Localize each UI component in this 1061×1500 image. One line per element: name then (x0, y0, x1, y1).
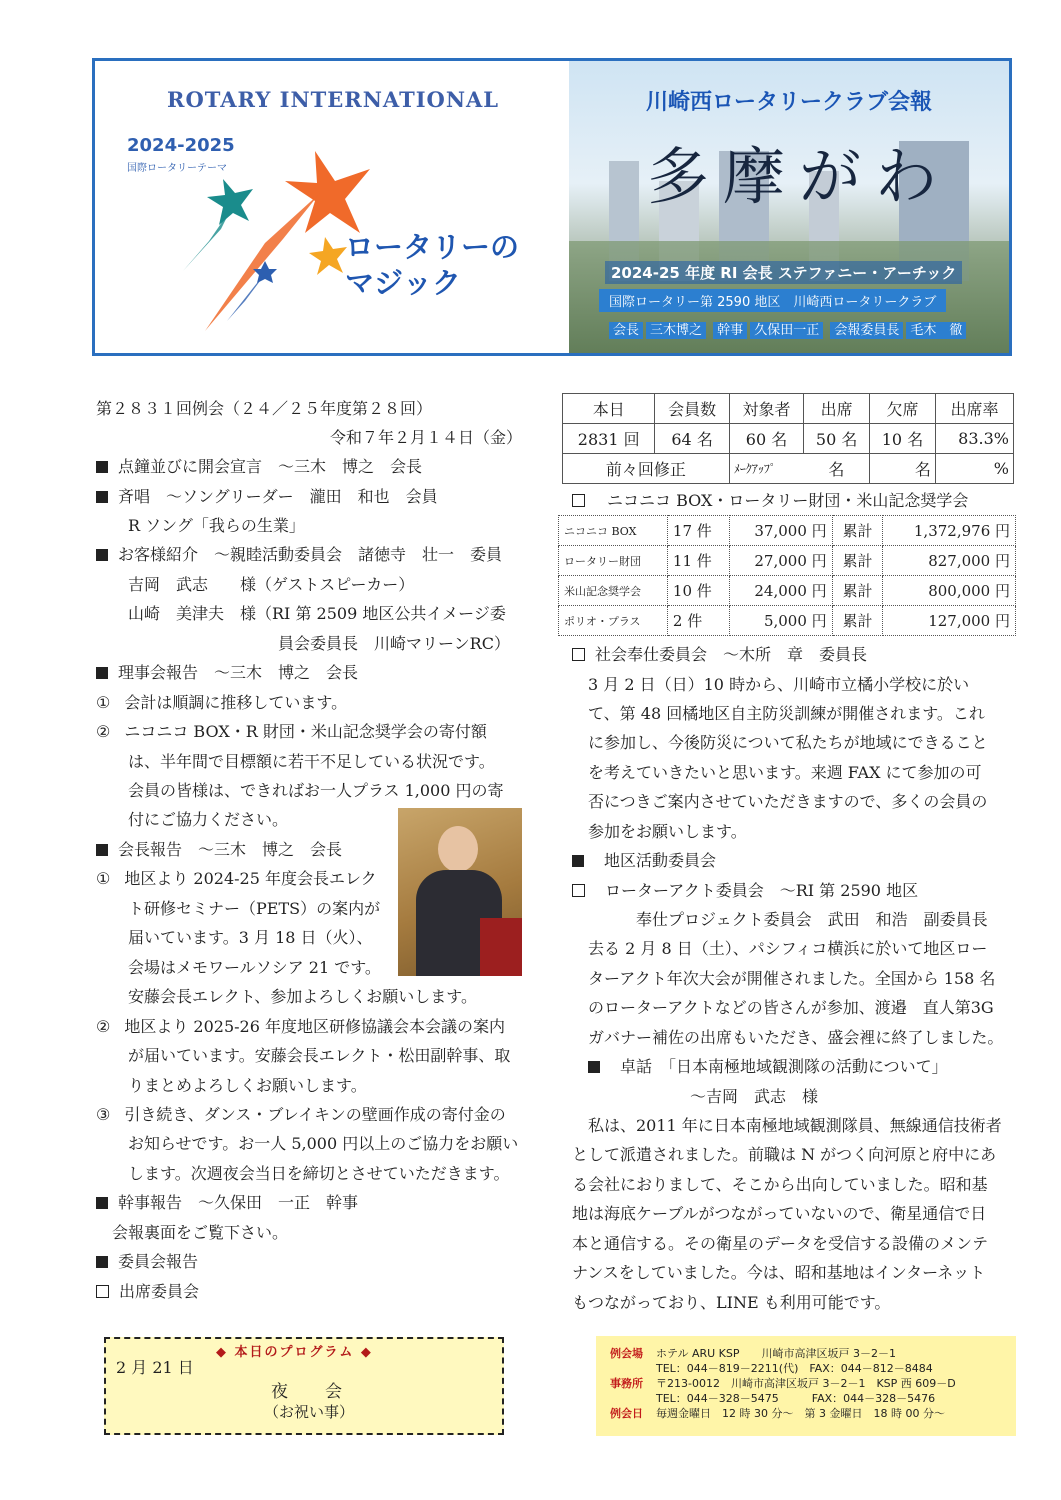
agenda-line: ① 会計は順調に推移しています。 (96, 693, 348, 712)
agenda-item: 点鐘並びに開会宣言 ～三木 博之 会長 (96, 452, 422, 482)
table-cell: 前々回修正 (563, 454, 730, 484)
club-info-box (596, 1336, 1016, 1436)
square-bullet-icon (96, 844, 108, 856)
agenda-item: お客様紹介 ～親睦活動委員会 諸徳寺 壮一 委員 (96, 540, 502, 570)
table-cell: 50 名 (804, 424, 870, 454)
agenda-line: ③ 引き続き、ダンス・ブレイキンの壁画作成の寄付金の (96, 1105, 506, 1124)
table-cell: 会員数 (655, 394, 729, 424)
talk-line: 私は、2011 年に日本南極地域観測隊員、無線通信技術者 (588, 1116, 1002, 1135)
agenda-line: ① 地区より 2024-25 年度会長エレク (96, 869, 377, 888)
talk-speaker: ～吉岡 武志 様 (690, 1087, 819, 1106)
empty-square-bullet-icon (572, 494, 585, 507)
table-row: ニコニコ BOX 17 件 37,000 円 累計 1,372,976 円 (559, 516, 1016, 546)
table-row (563, 394, 1014, 424)
program-note: （お祝い事） (264, 1403, 355, 1421)
table-cell: 欠席 (870, 394, 936, 424)
agenda-line: します。次週夜会当日を締切とさせていただきます。 (128, 1164, 510, 1183)
agenda-line: ト研修セミナー（PETS）の案内が (128, 899, 381, 918)
table-cell: 出席 (804, 394, 870, 424)
agenda-line: 山崎 美津夫 様（RI 第 2509 地区公共イメージ委 (128, 604, 506, 623)
table-row (563, 424, 1014, 454)
report-heading: 地区活動委員会 (572, 846, 716, 876)
agenda-line: 付にご協力ください。 (128, 810, 289, 829)
agenda-line: は、半年間で目標額に若干不足している状況です。 (128, 752, 495, 771)
report-line: 奉仕プロジェクト委員会 武田 和浩 副委員長 (636, 910, 988, 929)
ri-theme-line2: マジック (345, 266, 462, 300)
table-row (563, 454, 1014, 484)
todays-program-box (104, 1337, 504, 1435)
donation-heading: ニコニコ BOX・ロータリー財団・米山記念奨学会 (572, 486, 968, 516)
table-cell: ﾒｰｸｱｯﾌﾟ (729, 454, 803, 484)
bulletin-name-calligraphy: 多摩がわ (647, 140, 952, 213)
ri-theme-panel (95, 61, 569, 353)
talk-line: る会社におりまして、そこから出向していました。昭和基 (572, 1175, 988, 1194)
agenda-line: りまとめよろしくお願いします。 (128, 1076, 367, 1095)
talk-line: 本と通信する。その衛星のデータを受信する設備のメンテ (572, 1234, 989, 1253)
agenda-line: 届いています。3 月 18 日（火）、 (128, 928, 373, 947)
report-line: 3 月 2 日（日）10 時から、川崎市立橘小学校に於い (588, 675, 970, 694)
table-row: ロータリー財団 11 件 27,000 円 累計 827,000 円 (559, 546, 1016, 576)
district-club-line: 国際ロータリー第 2590 地区 川崎西ロータリークラブ (599, 289, 946, 312)
secretary-name: 久保田一正 (750, 322, 823, 339)
ri-theme-text (345, 229, 519, 301)
venue-tel-row: TEL：044－819－2211(代) FAX：044－812－8484 (656, 1362, 933, 1375)
secretary-role: 幹事 (713, 322, 747, 339)
program-date: 2 月 21 日 (116, 1358, 194, 1377)
ri-theme-line1: ロータリーの (345, 230, 520, 264)
office-row: 事務所 〒213-0012 川崎市高津区坂戸 3－2－1 KSP 西 609－D (610, 1377, 956, 1390)
report-line: を考えていきたいと思います。来週 FAX にて参加の可 (588, 763, 982, 782)
table-cell: 名 (804, 454, 870, 484)
agenda-line: お知らせです。お一人 5,000 円以上のご協力をお願い (128, 1134, 519, 1153)
square-bullet-icon (96, 1197, 108, 1209)
meeting-number: 第２８３１回例会（２４／２５年度第２８回） (96, 399, 433, 418)
agenda-line: 吉岡 武志 様（ゲストスピーカー） (128, 575, 415, 594)
ri-president-line: 2024-25 年度 RI 会長 ステファニー・アーチック (605, 261, 962, 284)
table-cell: 83.3% (935, 424, 1013, 454)
agenda-item: 会長報告 ～三木 博之 会長 (96, 835, 342, 865)
club-officers (609, 319, 969, 338)
agenda-item: 委員会報告 (96, 1247, 198, 1277)
report-line: ターアクト年次大会が開催されました。全国から 158 名 (588, 969, 996, 988)
office-tel-row: TEL：044－328－5475 FAX：044－328－5476 (656, 1392, 936, 1405)
agenda-line: R ソング「我らの生業」 (128, 516, 305, 535)
square-bullet-icon (96, 549, 108, 561)
talk-line: 地は海底ケーブルがつながっていないので、衛星通信で日 (572, 1204, 987, 1223)
square-bullet-icon (588, 1061, 600, 1073)
empty-square-bullet-icon (96, 1285, 109, 1298)
table-cell: 名 (870, 454, 936, 484)
program-event: 夜 会 (271, 1382, 352, 1402)
agenda-item: 出席委員会 (96, 1277, 199, 1307)
city-photo-panel (569, 61, 1009, 353)
program-title: ◆ 本日のプログラム ◆ (216, 1345, 373, 1360)
ri-theme-label: 国際ロータリーテーマ (127, 163, 227, 174)
talk-line: ナンスをしていました。今は、昭和基地はインターネット (572, 1263, 986, 1282)
meeting-date: 令和７年２月１４日（金） (330, 428, 523, 447)
agenda-item: 幹事報告 ～久保田 一正 幹事 (96, 1188, 358, 1218)
report-heading: ローターアクト委員会 ～RI 第 2590 地区 (572, 876, 918, 906)
president-role: 会長 (609, 322, 643, 339)
report-line: 去る 2 月 8 日（土）、パシフィコ横浜に於いて地区ロー (588, 939, 988, 958)
table-cell: 出席率 (935, 394, 1013, 424)
ri-year: 2024-2025 (127, 135, 235, 156)
meeting-day-row: 例会日 毎週金曜日 12 時 30 分～ 第 3 金曜日 18 時 00 分～ (610, 1407, 945, 1420)
table-row: 米山記念奨学会 10 件 24,000 円 累計 800,000 円 (559, 576, 1016, 606)
venue-row: 例会場 ホテル ARU KSP 川崎市高津区坂戸 3－2－1 (610, 1347, 896, 1360)
square-bullet-icon (572, 855, 584, 867)
ri-title: ROTARY INTERNATIONAL (167, 87, 500, 112)
table-cell: 60 名 (729, 424, 803, 454)
table-cell: 64 名 (655, 424, 729, 454)
report-heading: 社会奉仕委員会 ～木所 章 委員長 (572, 640, 867, 670)
square-bullet-icon (96, 1256, 108, 1268)
table-cell: 対象者 (729, 394, 803, 424)
report-line: 否につきご案内させていただきますので、多くの会員の (588, 792, 988, 811)
agenda-line: 会場はメモワールソシア 21 です。 (128, 958, 381, 977)
table-cell: % (935, 454, 1013, 484)
empty-square-bullet-icon (572, 648, 585, 661)
agenda-item: 斉唱 ～ソングリーダー 瀧田 和也 会員 (96, 482, 438, 512)
agenda-item: 理事会報告 ～三木 博之 会長 (96, 658, 358, 688)
agenda-line: 安藤会長エレクト、参加よろしくお願いします。 (128, 987, 477, 1006)
report-line: ガバナー補佐の出席もいただき、盛会裡に終了しました。 (588, 1028, 1004, 1047)
agenda-line: ② ニコニコ BOX・R 財団・米山記念奨学会の寄付額 (96, 722, 487, 741)
agenda-line: 員会委員長 川崎マリーンRC） (278, 634, 510, 653)
agenda-line: ② 地区より 2025-26 年度地区研修協議会本会議の案内 (96, 1017, 506, 1036)
report-line: に参加し、今後防災について私たちが地域にできること (588, 733, 988, 752)
president-name: 三木博之 (646, 322, 706, 339)
agenda-line: 会員の皆様は、できればお一人プラス 1,000 円の寄 (128, 781, 504, 800)
talk-line: として派遣されました。前職は N がつく向河原と府中にあ (572, 1145, 997, 1164)
donation-table (558, 515, 1016, 636)
report-line: て、第 48 回橘地区自主防災訓練が開催されます。これ (588, 704, 985, 723)
table-cell: 2831 回 (563, 424, 655, 454)
report-line: 参加をお願いします。 (588, 822, 747, 841)
attendance-table (562, 393, 1014, 484)
agenda-line: が届いています。安藤会長エレクト・松田副幹事、取 (128, 1046, 511, 1065)
square-bullet-icon (96, 461, 108, 473)
table-row: ポリオ・プラス 2 件 5,000 円 累計 127,000 円 (559, 606, 1016, 636)
empty-square-bullet-icon (572, 884, 585, 897)
report-line: のローターアクトなどの皆さんが参加、渡邉 直人第3G (588, 998, 994, 1017)
bulletin-name: 毛木 徹 (906, 322, 966, 339)
talk-line: もつながっており、LINE も利用可能です。 (572, 1293, 891, 1312)
bulletin-role: 会報委員長 (830, 322, 903, 339)
table-cell: 本日 (563, 394, 655, 424)
talk-heading: 卓話 「日本南極地域観測隊の活動について」 (588, 1052, 948, 1082)
club-bulletin-title: 川崎西ロータリークラブ会報 (645, 90, 932, 115)
square-bullet-icon (96, 491, 108, 503)
president-speaking-photo (398, 808, 522, 976)
masthead (92, 58, 1012, 356)
table-cell: 10 名 (870, 424, 936, 454)
agenda-line: 会報裏面をご覧下さい。 (112, 1223, 289, 1242)
square-bullet-icon (96, 667, 108, 679)
